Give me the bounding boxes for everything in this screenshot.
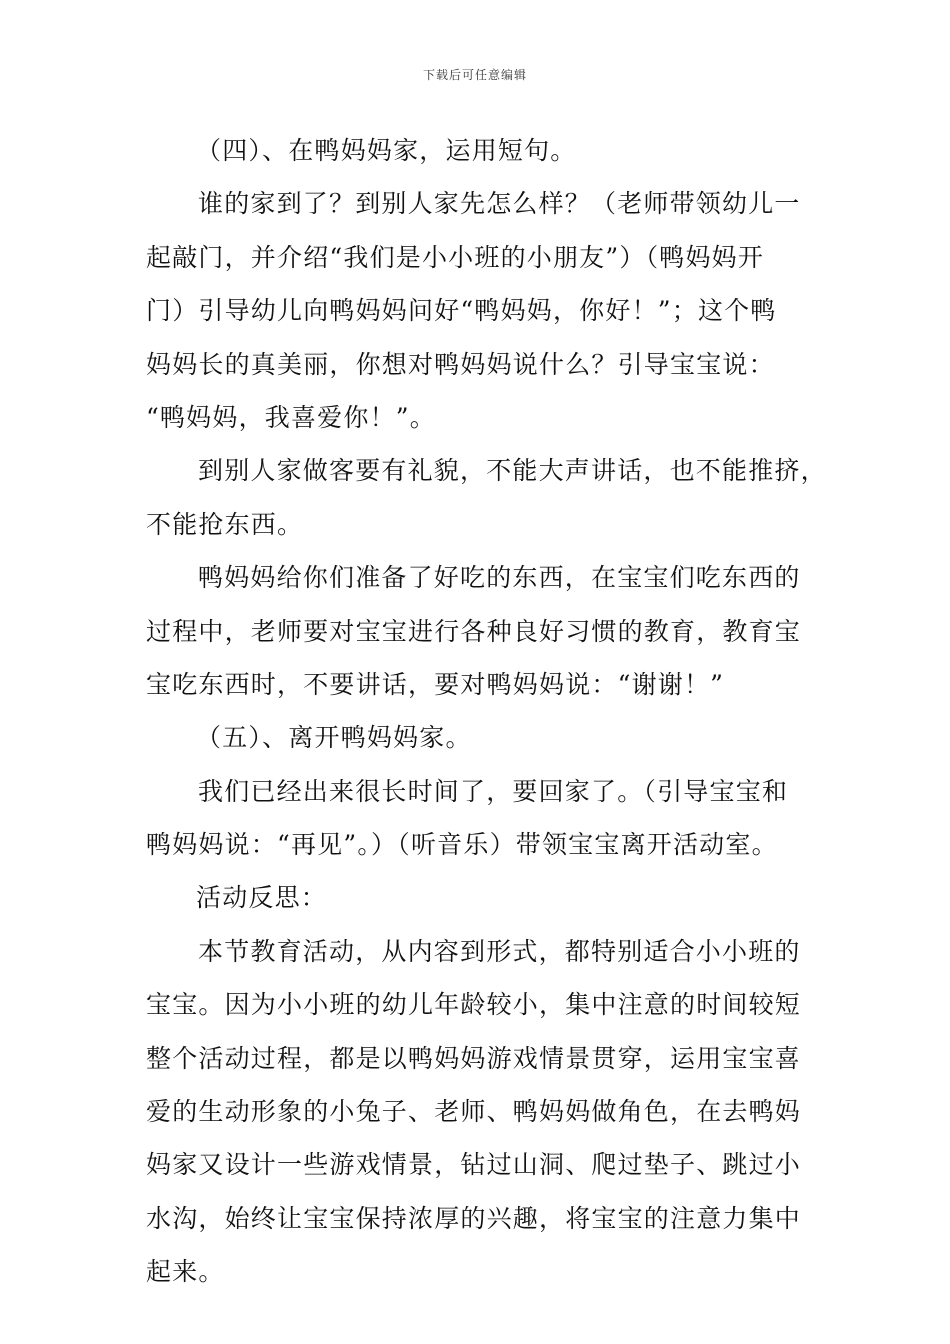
paragraph-line: 鸭妈妈说：“再见”。）（听音乐）带领宝宝离开活动室。 [146,830,778,860]
paragraph-line: 到别人家做客要有礼貌，不能大声讲话，也不能推挤， [198,456,827,486]
paragraph-line: 爱的生动形象的小兔子、老师、鸭妈妈做角色，在去鸭妈 [146,1097,802,1127]
document-body [146,124,827,1299]
section-heading-four: （四）、在鸭妈妈家，运用短句。 [196,136,577,165]
reflection-heading: 活动反思： [196,883,328,913]
paragraph-line: 起敲门，并介绍“我们是小小班的小朋友”）（鸭妈妈开 [146,242,765,272]
paragraph-line: 妈家又设计一些游戏情景，钻过山洞、爬过垫子、跳过小 [146,1150,802,1180]
paragraph-line: 妈妈长的真美丽，你想对鸭妈妈说什么？引导宝宝说： [146,349,775,379]
paragraph-line: 不能抢东西。 [146,509,304,539]
paragraph-line: 宝宝。因为小小班的幼儿年龄较小，集中注意的时间较短 [146,990,802,1020]
paragraph-line: 鸭妈妈给你们准备了好吃的东西，在宝宝们吃东西的 [198,563,801,593]
paragraph-line: 水沟，始终让宝宝保持浓厚的兴趣，将宝宝的注意力集中 [146,1203,802,1233]
page-header: 下载后可任意编辑 [422,68,527,82]
paragraph-line: 起来。 [146,1257,225,1287]
paragraph-line: 谁的家到了？到别人家先怎么样？（老师带领幼儿一 [198,189,801,219]
paragraph-line: 门）引导幼儿向鸭妈妈问好“鸭妈妈，你好！”；这个鸭 [146,296,777,326]
paragraph-line: 整个活动过程，都是以鸭妈妈游戏情景贯穿，运用宝宝喜 [146,1043,802,1073]
paragraph-line: 本节教育活动，从内容到形式，都特别适合小小班的 [198,936,801,966]
paragraph-line: “鸭妈妈，我喜爱你！”。 [146,402,436,432]
paragraph-line: 过程中，老师要对宝宝进行各种良好习惯的教育，教育宝 [146,616,802,646]
paragraph-line: 宝吃东西时，不要讲话，要对鸭妈妈说：“谢谢！” [146,669,725,699]
section-heading-five: （五）、离开鸭妈妈家。 [196,723,472,753]
paragraph-line: 我们已经出来很长时间了，要回家了。（引导宝宝和 [198,776,789,806]
